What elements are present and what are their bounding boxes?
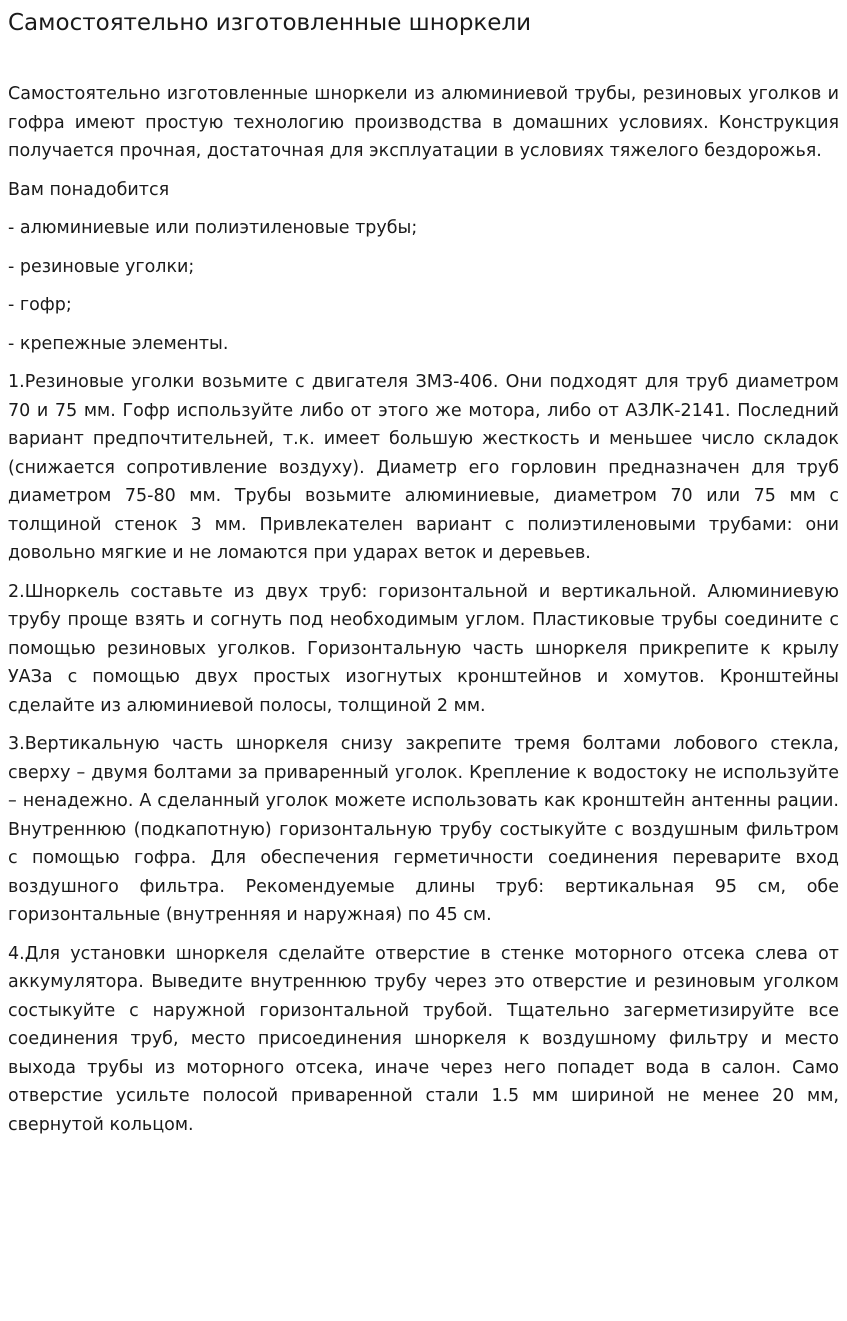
- intro-paragraph: Самостоятельно изготовленные шноркели из алюминиевой трубы, резиновых уголков и гофра имеют простую технологию производства в домашних условиях. Конструкция получается прочная, достаточная для эксплуатации в условиях тяжелого бездорожья.: [8, 84, 839, 161]
- article-body: [8, 80, 839, 1139]
- material-item: - гофр;: [8, 295, 72, 315]
- step-paragraph-2: 2.Шноркель составьте из двух труб: горизонтальной и вертикальной. Алюминиевую трубу проще взять и согнуть под необходимым углом. Пластиковые трубы соедините с помощью резиновых уголков. Горизонтальную часть шноркеля прикрепите к крылу УАЗа с помощью двух простых изогнутых кронштейнов и хомутов. Кронштейны сделайте из алюминиевой полосы, толщиной 2 мм.: [8, 581, 839, 716]
- article-title: Самостоятельно изготовленные шноркели: [8, 10, 532, 36]
- step-paragraph-4: 4.Для установки шноркеля сделайте отверстие в стенке моторного отсека слева от аккумулятора. Выведите внутреннюю трубу через это отверстие и резиновым уголком состыкуйте с наружной горизонтальной трубой. Тщательно загерметизируйте все соединения труб, место присоединения шноркеля к воздушному фильтру и место выхода трубы из моторного отсека, иначе через него попадет вода в салон. Само отверстие усильте полосой приваренной стали 1.5 мм шириной не менее 20 мм, свернутой кольцом.: [8, 943, 839, 1135]
- material-item: - алюминиевые или полиэтиленовые трубы;: [8, 218, 418, 238]
- step-paragraph-1: 1.Резиновые уголки возьмите с двигателя ЗМЗ-406. Они подходят для труб диаметром 70 и 75 мм. Гофр используйте либо от этого же мотора, либо от АЗЛК-2141. Последний вариант предпочтительней, т.к. имеет большую жесткость и меньшее число складок (снижается сопротивление воздуху). Диаметр его горловин предназначен для труб диаметром 75-80 мм. Трубы возьмите алюминиевые, диаметром 70 или 75 мм с толщиной стенок 3 мм. Привлекателен вариант с полиэтиленовыми трубами: они довольно мягкие и не ломаются при ударах веток и деревьев.: [8, 372, 839, 563]
- step-paragraph-3: 3.Вертикальную часть шноркеля снизу закрепите тремя болтами лобового стекла, сверху – двумя болтами за приваренный уголок. Крепление к водостоку не используйте – ненадежно. А сделанный уголок можете использовать как кронштейн антенны рации. Внутреннюю (подкапотную) горизонтальную трубу состыкуйте с воздушным фильтром с помощью гофра. Для обеспечения герметичности соединения переварите вход воздушного фильтра. Рекомендуемые длины труб: вертикальная 95 см, обе горизонтальные (внутренняя и наружная) по 45 см.: [8, 734, 839, 925]
- material-item: - крепежные элементы.: [8, 333, 229, 354]
- needed-label: Вам понадобится: [8, 179, 170, 200]
- material-item: - резиновые уголки;: [8, 256, 195, 277]
